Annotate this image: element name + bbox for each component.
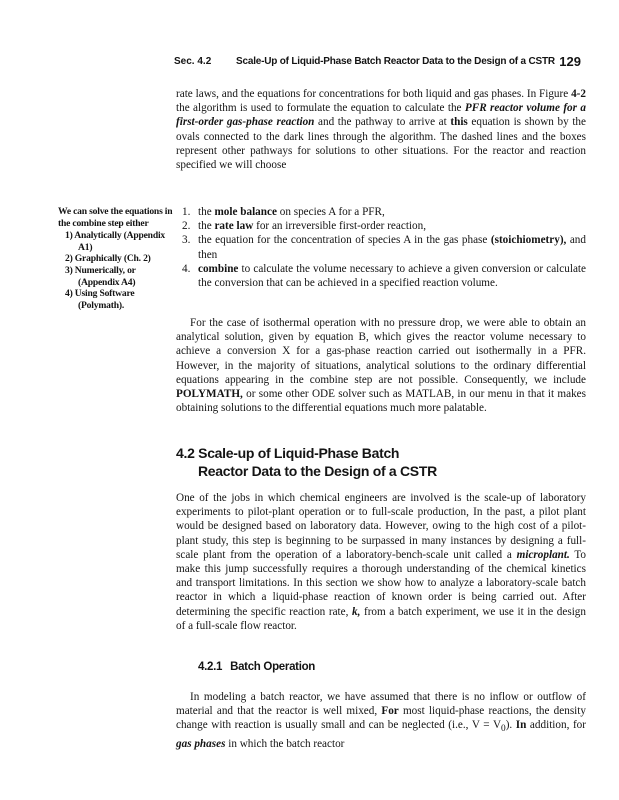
gas-phases-term: gas phases (176, 737, 226, 750)
section-heading-line-2: Reactor Data to the Design of a CSTR (198, 463, 437, 479)
batch-text-3: ). (505, 719, 516, 732)
scaleup-text-2: To make this jump successfully requires a thorough understanding of the chemical kinetics and transport limitations. In this section we show how to analyze a laboratory-scale batch reactor in which a liquid-phase reaction of known order is being carried out. After determining the specific reaction rate, (176, 548, 587, 618)
page-number: 129 (559, 54, 581, 69)
header-section-number: Sec. 4.2 (174, 56, 212, 67)
batch-for-word: For (381, 705, 399, 718)
intro-this-word: this (450, 116, 468, 129)
rate-constant-symbol: k, (352, 605, 361, 618)
batch-text-2: most liquid-phase reactions, the density change with reaction is usually small and can be neglected (i.e., V = V (176, 705, 586, 732)
batch-paragraph (176, 690, 586, 751)
batch-text-4: addition, for (526, 719, 586, 732)
subsection-title: Batch Operation (230, 661, 316, 673)
scaleup-paragraph (176, 491, 586, 633)
intro-text-2: the algorithm is used to formulate the equation to calculate the (176, 102, 465, 115)
algorithm-steps-list (176, 205, 586, 290)
margin-note-list (58, 230, 173, 311)
header-title: Scale-Up of Liquid-Phase Batch Reactor Data to the Design of a CSTR (236, 56, 555, 67)
running-header (174, 56, 584, 70)
isothermal-paragraph (176, 316, 586, 415)
subsection-number: 4.2.1 (198, 661, 223, 673)
list-item: 3) Numerically, or (Appendix A4) (65, 264, 136, 288)
margin-note (58, 206, 173, 311)
batch-text-1: In modeling a batch reactor, we have assumed that there is no inflow or outflow of material and that the reactor is well mixed, (176, 691, 586, 718)
section-heading (176, 444, 586, 480)
intro-paragraph (176, 87, 586, 172)
intro-text-4: equation is shown by the ovals connected to the dark lines through the algorithm. The dashed lines and the boxes represent other pathways for solutions to other situations. For the reactor and reaction specified we will choose (176, 116, 586, 172)
list-item: 1. the mole balance on species A for a PFR, (182, 206, 385, 218)
intro-emphasis: PFR reactor volume for a first-order gas-phase reaction (176, 102, 586, 129)
intro-text-3: and the pathway to arrive at (314, 116, 451, 129)
intro-text-1: rate laws, and the equations for concentrations for both liquid and gas phases. In Figure (176, 88, 572, 100)
scaleup-text-3: from a batch experiment, we use it in the design of a full-scale flow reactor. (176, 605, 586, 632)
batch-text-5: in which the batch reactor (225, 737, 345, 750)
list-item: 2) Graphically (Ch. 2) (65, 253, 151, 265)
list-item: 4. combine to calculate the volume necessary to achieve a given conversion or calculate the conversion that can be achieved in a specified reaction volume. (182, 262, 586, 290)
scaleup-text-1: One of the jobs in which chemical engineers are involved is the scale-up of laboratory experiments to pilot-plant operation or to full-scale production, In the past, a pilot plant would be designed based on laboratory data. However, owing to the high cost of a pilot-plant study, this step is beginning to be surpassed in many instances by designing a full-scale plant from the operation of a laboratory-bench-scale unit called a (176, 492, 586, 561)
isothermal-text-1: For the case of isothermal operation with no pressure drop, we were able to obtain an analytical solution, given by equation B, which gives the reactor volume necessary to achieve a conversion X for a gas-phase reaction carried out isothermally in a PFR. However, in the majority of situations, analytical solutions to the ordinary differential equations appearing in the combine step are not possible. Consequently, we include (176, 317, 586, 386)
microplant-term: microplant. (516, 548, 570, 561)
list-item: 1) Analytically (Appendix A1) (65, 230, 166, 253)
list-item: 3. the equation for the concentration of species A in the gas phase (stoichiometry), and then (182, 234, 586, 261)
volume-subscript: 0 (501, 724, 506, 735)
list-item: 2. the rate law for an irreversible first-order reaction, (182, 220, 427, 233)
isothermal-text-2: or some other ODE solver such as MATLAB, in our menu in that it makes obtaining solutions to the differential equations much more palatable. (176, 388, 586, 415)
batch-in-word: In (515, 719, 527, 732)
subsection-heading (198, 661, 315, 673)
section-heading-line-1: 4.2 Scale-up of Liquid-Phase Batch (176, 445, 400, 461)
margin-note-intro: We can solve the equations in the combine step either (58, 206, 173, 229)
figure-reference: 4-2 (571, 88, 586, 100)
list-item: 4) Using Software (Polymath). (65, 288, 135, 311)
polymath-term: POLYMATH, (176, 388, 243, 401)
